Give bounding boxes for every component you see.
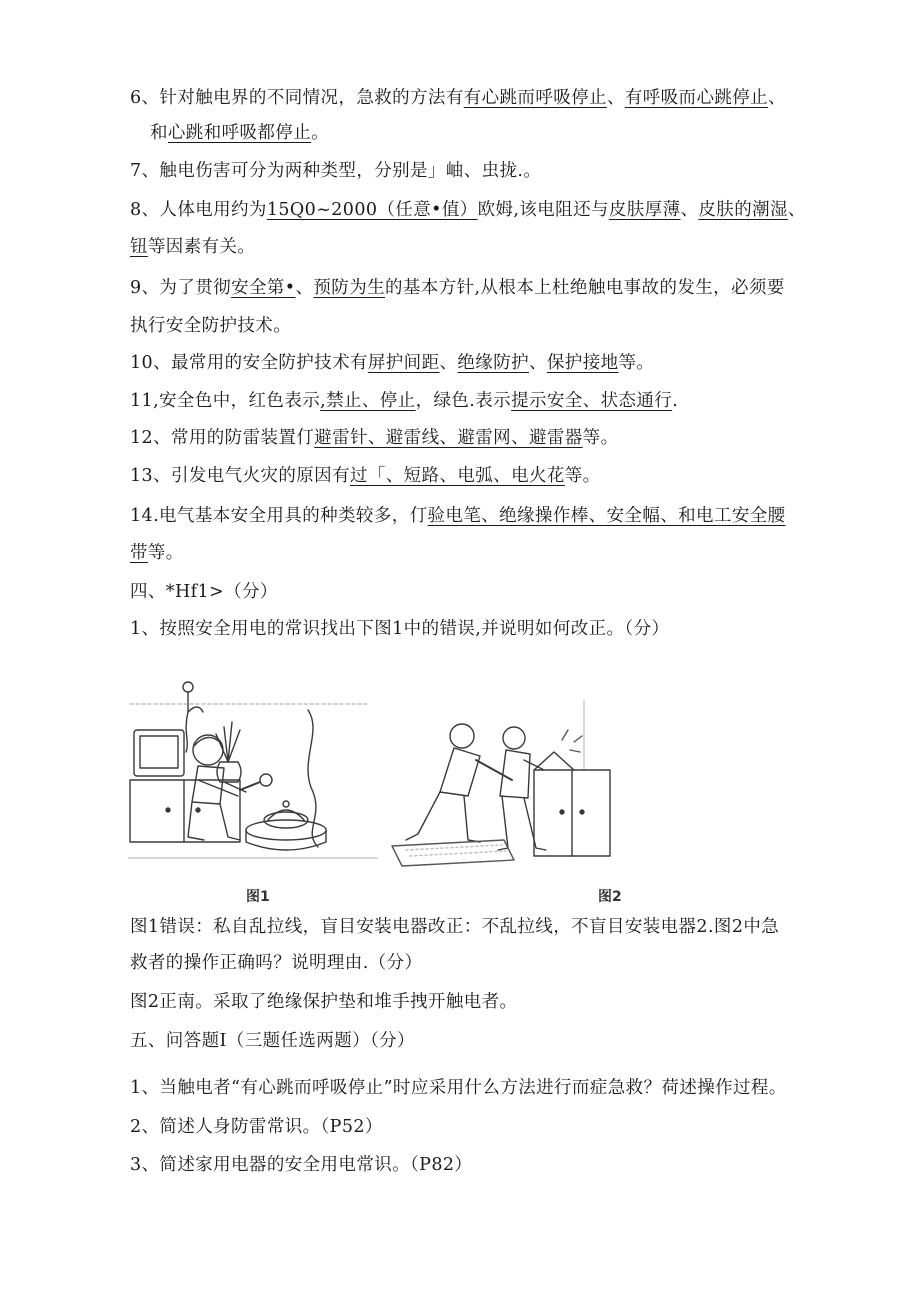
question-12: [130, 426, 618, 450]
answer-9-1: 安全第•: [231, 278, 296, 298]
answer-10-2: 绝缘防护: [457, 353, 529, 373]
question-6-prefix: 6、针对触电界的不同情况，急救的方法有: [130, 88, 464, 108]
question-9-mid: 的基本方针,从根本上杜绝触电事故的发生，必须要: [385, 278, 785, 298]
figure-2-illustration: [384, 700, 614, 875]
answer-6-1: 有心跳而呼吸停止: [463, 88, 607, 108]
question-10-prefix: 10、最常用的安全防护技术有: [130, 353, 368, 373]
answer-13-1: 过「、短路、电弧、电火花: [349, 466, 565, 486]
question-12-end: 等。: [582, 428, 619, 448]
answer-14-1: 验电笔、绝缘操作棒、安全幅、和电工安全腰: [427, 506, 786, 526]
figure-1-illustration: [128, 672, 378, 872]
question-8-mid: 欧姆,该电阻还与: [477, 200, 609, 220]
question-9-line-2: 执行安全防护技术。: [130, 316, 292, 336]
answer-2: 图2正南。采取了绝缘保护垫和堆手拽开触电者。: [130, 992, 518, 1012]
answer-10-3: 保护接地: [546, 353, 619, 373]
question-6-end: 。: [311, 123, 330, 143]
question-14-prefix: 14.电气基本安全用具的种类较多，仃: [130, 506, 428, 526]
separator: 、: [768, 88, 786, 108]
question-11-end: .: [672, 391, 679, 411]
separator: 、: [439, 353, 458, 373]
question-13: [130, 464, 601, 488]
question-14-end: 等。: [147, 543, 184, 563]
question-6-line-1: [130, 86, 786, 110]
question-8-line-1: [130, 198, 806, 222]
question-11-prefix: 11,安全色中，红色表示: [130, 391, 321, 411]
answer-8-4: 钮: [130, 237, 148, 257]
section-4-title: 四、*Hf1>（分）: [130, 582, 278, 602]
question-9-prefix: 9、为了贯彻: [130, 278, 232, 298]
section-4-question-1: 1、按照安全用电的常识找出下图1中的错误,并说明如何改正。（分）: [130, 619, 670, 639]
figure-2-caption: 图2: [598, 889, 622, 905]
question-11-mid: ，绿色.表示: [415, 391, 512, 411]
separator: 、: [680, 200, 699, 220]
answer-12-1: 避雷针、避雷线、避雷网、避雷器: [314, 428, 583, 448]
question-9-line-1: [130, 276, 785, 300]
question-10-end: 等。: [618, 353, 655, 373]
question-14-line-2: [130, 541, 184, 565]
section-5-question-3: 3、简述家用电器的安全用电常识。（P82）: [130, 1155, 473, 1175]
question-8-line-2: [130, 235, 255, 259]
question-6-line-2: [150, 121, 329, 145]
section-5-question-2: 2、简述人身防雷常识。（P52）: [130, 1117, 383, 1137]
answer-8-1: 15Q0~2000（任意•值）: [266, 200, 478, 220]
separator: 、: [529, 353, 547, 373]
answer-8-2: 皮肤厚薄: [608, 200, 681, 220]
answer-11-1: ,禁止、停止: [320, 391, 416, 411]
question-14-line-1: [130, 504, 786, 528]
question-13-end: 等。: [564, 466, 601, 486]
question-10: [130, 351, 654, 375]
answer-14-1-cont: 带: [130, 543, 148, 563]
question-7: 7、触电伤害可分为两种类型，分别是」岫、虫拢.。: [130, 161, 542, 181]
question-11: [130, 389, 678, 413]
question-8-end: 等因素有关。: [147, 237, 256, 257]
answer-11-2: 提示安全、状态通行: [511, 391, 673, 411]
answer-1-line-2: 救者的操作正确吗？说明理由.（分）: [130, 953, 423, 973]
figure-1-caption: 图1: [246, 889, 270, 905]
answer-9-2: 预防为生: [313, 278, 385, 298]
question-8-prefix: 8、人体电用约为: [130, 200, 267, 220]
question-13-prefix: 13、引发电气火灾的原因有: [130, 466, 350, 486]
question-12-prefix: 12、常用的防雷装置仃: [130, 428, 315, 448]
answer-1-line-1: 图1错误：私自乱拉线，盲目安装电器改正：不乱拉线，不盲目安装电器2.图2中急: [130, 917, 780, 937]
separator: 、: [787, 200, 806, 220]
answer-6-3: 心跳和呼吸都停止: [167, 123, 312, 143]
answer-6-2: 有呼吸而心跳停止: [624, 88, 769, 108]
separator: 、: [606, 88, 625, 108]
section-5-question-1: 1、当触电者“有心跳而呼吸停止”时应采用什么方法进行而症急救？荷述操作过程。: [130, 1078, 787, 1098]
answer-10-1: 屏护间距: [367, 353, 440, 373]
separator: 、: [295, 278, 314, 298]
answer-8-3: 皮肤的潮湿: [698, 200, 788, 220]
question-6-cont: 和: [150, 123, 168, 143]
section-5-title: 五、问答题I（三题任选两题）（分）: [130, 1031, 415, 1051]
